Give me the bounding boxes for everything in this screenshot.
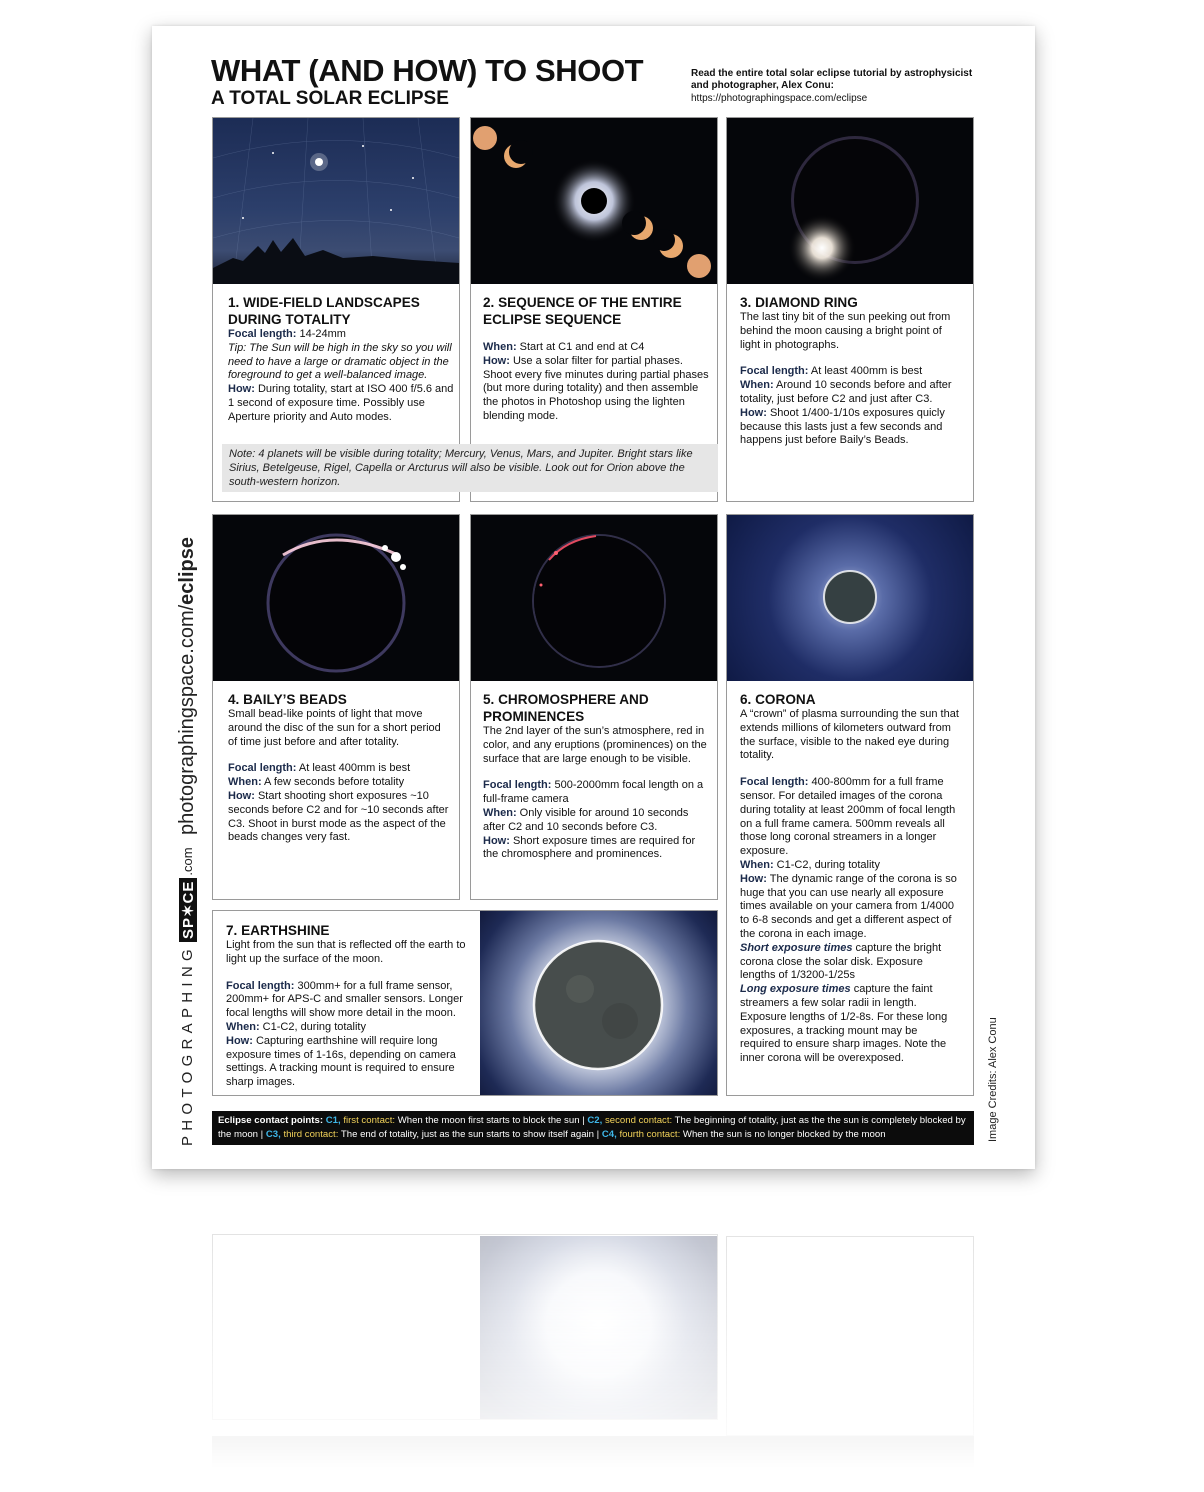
when-value: Only visible for around 10 seconds after C2 and 10 seconds before C3. — [483, 806, 689, 833]
contact-c1: C1, — [325, 1115, 341, 1126]
image-diamond-ring — [727, 118, 973, 284]
when-label: When: — [740, 858, 774, 871]
page-title: WHAT (AND HOW) TO SHOOT — [211, 53, 644, 88]
how-label: How: — [483, 834, 510, 847]
reflection-earthshine-image — [480, 1236, 717, 1420]
image-eclipse-sequence — [471, 118, 717, 284]
section-heading: 6. CORONA — [740, 692, 816, 707]
section-wide-field — [228, 294, 454, 425]
how-value: During totality, start at ISO 400 f/5.6 and 1 second of exposure time. Possibly use Aperture priority and Auto modes. — [228, 383, 454, 423]
when-label: When: — [483, 806, 517, 819]
how-value: Start shooting short exposures ~10 seconds before C2 and for ~10 seconds after C3. Shoot in burst mode as the aspect of the beads changes very fast. — [228, 789, 449, 844]
contact-c3-desc: The end of totality, just as the sun starts to show itself again | — [338, 1129, 602, 1140]
reflection-corona-panel — [726, 1236, 974, 1436]
when-value: A few seconds before totality — [261, 776, 405, 789]
contact-points-bar — [212, 1111, 974, 1145]
focal-length-value: At least 400mm is best — [808, 365, 923, 378]
sidebar-branding — [176, 506, 200, 1146]
contact-c1-desc: When the moon first starts to block the sun | — [395, 1115, 588, 1126]
image-corona — [727, 515, 973, 681]
focal-length-label: Focal length: — [228, 328, 297, 340]
sidebar-url-plain: photographingspace.com/ — [176, 604, 198, 835]
focal-length-label: Focal length: — [740, 776, 809, 789]
reflection-content — [152, 1170, 1035, 1470]
section-bailys-beads — [228, 691, 450, 845]
section-heading: 4. BAILY’S BEADS — [228, 692, 347, 707]
section-earthshine — [226, 922, 470, 1090]
long-exposure-value: capture the faint streamers a few solar radii in length. Exposure lengths of 1/2-8s. For these long exposures, a tracking mount may be required to ensure sharp images. Note the inner corona will be overexposed. — [740, 983, 948, 1065]
how-label: How: — [483, 354, 510, 367]
brand-word-photographing: PHOTOGRAPHING — [179, 944, 196, 1146]
section-description: The last tiny bit of the sun peeking out from behind the moon causing a bright point of light in photographs. — [740, 311, 951, 351]
how-label: How: — [740, 406, 767, 419]
contact-c4-name: fourth contact: — [619, 1129, 681, 1140]
contact-points-label: Eclipse contact points: — [218, 1115, 324, 1126]
brand-word-space-logo: SP✶CE — [179, 878, 197, 942]
reflection-earthshine-panel — [212, 1234, 718, 1420]
section-corona — [740, 691, 960, 1066]
focal-length-label: Focal length: — [483, 779, 552, 792]
how-value: Shoot 1/400-1/10s exposures quicly because this lasts just a few seconds and happens just before Baily’s Beads. — [740, 406, 945, 447]
contact-c4-desc: When the sun is no longer blocked by the moon — [680, 1129, 886, 1140]
contact-c3: C3, — [265, 1129, 281, 1140]
tutorial-link[interactable]: https://photographingspace.com/eclipse — [691, 93, 868, 104]
how-value: Use a solar filter for partial phases. Shoot every five minutes during partial phases (but more during totality) and then assemble the photos in Photoshop using the lighten blending mode. — [483, 354, 709, 422]
how-label: How: — [226, 1034, 253, 1047]
short-exposure-value: capture the bright corona close the solar disk. Exposure lengths of 1/3200-1/25s — [740, 941, 942, 982]
how-label: How: — [228, 383, 255, 396]
sidebar-url[interactable] — [176, 537, 198, 835]
focal-length-label: Focal length: — [228, 762, 297, 775]
contact-c2-name: second contact: — [604, 1115, 673, 1126]
how-label: How: — [740, 872, 767, 885]
eclipse-guide-sheet — [152, 26, 1035, 1169]
tip-text: Tip: The Sun will be high in the sky so you will need to have a large or dramatic object in the foreground to get a well-balanced image. — [228, 341, 452, 382]
section-heading: 2. SEQUENCE OF THE ENTIRE ECLIPSE SEQUENCE — [483, 295, 682, 327]
image-earthshine — [480, 911, 717, 1095]
when-label: When: — [226, 1020, 260, 1033]
focal-length-value: 14-24mm — [296, 328, 346, 340]
short-exposure-label: Short exposure times — [740, 941, 853, 954]
brand-word-com: .com — [180, 847, 195, 876]
section-description: The 2nd layer of the sun’s atmosphere, red in color, and any eruptions (prominences) on the surface that are large enough to be visible. — [483, 725, 707, 765]
intro-text: Read the entire total solar eclipse tutorial by astrophysicist and photographer, Alex Conu: — [691, 68, 973, 91]
section-sequence — [483, 294, 711, 424]
when-label: When: — [228, 776, 262, 789]
section-heading: 5. CHROMOSPHERE AND PROMINENCES — [483, 692, 649, 724]
section-diamond-ring — [740, 294, 964, 448]
focal-length-label: Focal length: — [740, 365, 809, 378]
image-credit: Image Credits: Alex Conu — [987, 1017, 999, 1142]
when-value: Start at C1 and end at C4 — [516, 341, 645, 353]
reflection-contact-bar — [212, 1436, 974, 1470]
image-bailys-beads — [213, 515, 459, 681]
sheet-reflection — [152, 1170, 1035, 1470]
focal-length-value: At least 400mm is best — [296, 762, 411, 775]
how-value: Short exposure times are required for the chromosphere and prominences. — [483, 834, 696, 861]
image-chromosphere — [471, 515, 717, 681]
section-chromosphere — [483, 691, 709, 862]
contact-c1-name: first contact: — [343, 1115, 396, 1126]
section-description: A “crown” of plasma surrounding the sun that extends millions of kilometers outward from the surface, visible to the naked eye during totality. — [740, 708, 959, 762]
section-heading: 1. WIDE-FIELD LANDSCAPES DURING TOTALITY — [228, 295, 420, 327]
when-label: When: — [740, 379, 774, 392]
when-label: When: — [483, 341, 517, 353]
when-value: Around 10 seconds before and after totality, just before C2 and just after C3. — [740, 379, 952, 405]
focal-length-label: Focal length: — [226, 979, 295, 992]
contact-c4: C4, — [601, 1129, 617, 1140]
focal-length-value: 500-2000mm focal length on a full-frame camera — [483, 779, 704, 806]
contact-c2: C2, — [587, 1115, 603, 1126]
section-heading: 7. EARTHSHINE — [226, 923, 330, 938]
section-description: Small bead-like points of light that move around the disc of the sun for a short period of time just before and after totality. — [228, 708, 441, 748]
planets-note: Note: 4 planets will be visible during totality; Mercury, Venus, Mars, and Jupiter. Bright stars like Sirius, Betelgeuse, Rigel, Capella or Arcturus will also be visible. Look out for Orion above the south-western horizon. — [222, 444, 718, 492]
when-value: C1-C2, during totality — [259, 1020, 366, 1033]
contact-c2-desc: The beginning of totality, just as the the sun is completely blocked by the moon | — [218, 1115, 966, 1140]
image-wide-field-landscape — [213, 118, 459, 284]
sidebar-url-bold: eclipse — [176, 536, 198, 605]
contact-c3-name: third contact: — [283, 1129, 339, 1140]
how-value: The dynamic range of the corona is so huge that you can use nearly all exposure times available on your camera from 1/4000 to 6-8 seconds and get a different aspect of the corona in each image. — [740, 872, 957, 940]
when-value: C1-C2, during totality — [773, 858, 880, 871]
how-label: How: — [228, 789, 255, 802]
section-heading: 3. DIAMOND RING — [740, 295, 858, 310]
focal-length-value: 400-800mm for a full frame sensor. For detailed images of the corona during totality at least 200mm of focal length on a full frame camera. 500mm reveals all those long coronal streamers in a longer exposure. — [740, 776, 956, 858]
focal-length-value: 300mm+ for a full frame sensor, 200mm+ for APS-C and smaller sensors. Longer focal lengths will show more detail in the moon. — [226, 979, 463, 1020]
long-exposure-label: Long exposure times — [740, 983, 851, 996]
section-description: Light from the sun that is reflected off the earth to light up the surface of the moon. — [226, 939, 466, 965]
page-subtitle: A TOTAL SOLAR ECLIPSE — [211, 88, 449, 109]
how-value: Capturing earthshine will require long exposure times of 1-16s, depending on camera settings. A tracking mount is required to ensure sharp images. — [226, 1034, 456, 1089]
